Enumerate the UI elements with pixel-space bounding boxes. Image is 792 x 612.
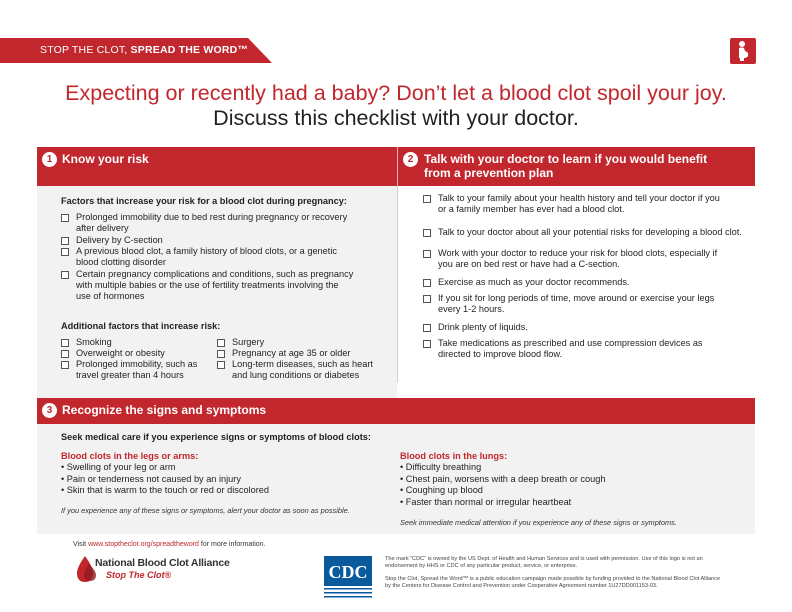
checklist-item [61,359,211,381]
checkbox-icon[interactable] [217,339,225,347]
checklist-item [423,322,753,333]
nbca-name: National Blood Clot Alliance [95,557,230,569]
checklist-item-line: Talk to your family about your health history and tell your doctor if you [438,193,720,203]
checklist-item-text [76,359,197,381]
checklist-item-text [438,293,714,315]
checklist-item-line: Overweight or obesity [76,348,165,358]
checklist-item-line: Long-term diseases, such as heart [232,359,373,369]
checkbox-icon[interactable] [423,295,431,303]
section2-title-line2: from a prevention plan [424,166,554,180]
checkbox-icon[interactable] [61,214,69,222]
checklist-item-line: travel greater than 4 hours [76,370,184,380]
checklist-item-text [76,269,353,302]
checkbox-icon[interactable] [61,350,69,358]
checklist-item [61,269,391,302]
symptom-item: • Chest pain, worsens with a deep breath or cough [400,473,606,484]
checkbox-icon[interactable] [61,271,69,279]
checkbox-icon[interactable] [61,339,69,347]
cdc-wordmark: CDC [328,562,368,582]
headline: Expecting or recently had a baby? Don’t let a blood clot spoil your joy. [65,81,727,105]
section2-number: 2 [403,152,418,167]
checklist-item-line: Work with your doctor to reduce your risk for blood clots, especially if [438,248,718,258]
checkbox-icon[interactable] [423,229,431,237]
symptom-item: • Pain or tenderness not caused by an injury [61,473,241,484]
checklist-item-text [76,212,347,234]
checklist-item-line: Take medications as prescribed and use compression devices as [438,338,703,348]
header-divider [397,147,398,186]
checkbox-icon[interactable] [423,340,431,348]
checklist-item-line: Talk to your doctor about all your potential risks for developing a blood clot. [438,227,742,237]
legs-heading: Blood clots in the legs or arms: [61,451,199,461]
symptom-item: • Difficulty breathing [400,462,482,472]
checklist-item [61,348,211,359]
checklist-item [423,248,753,270]
checklist-item-line: you are on bed rest or have had a C-section. [438,259,620,269]
pregnant-woman-icon [730,38,756,64]
checklist-item-text [76,337,112,348]
checklist-item-text [76,246,337,268]
checklist-item-line: or a family member has ever had a blood clot. [438,204,625,214]
checkbox-icon[interactable] [217,361,225,369]
checklist-item-line: Pregnancy at age 35 or older [232,348,351,358]
checklist-item-text [438,277,629,288]
checklist-item-text [438,227,742,238]
checklist-item [423,338,753,360]
banner-bold: SPREAD THE WORD™ [130,44,249,56]
checklist-item-line: directed to improve blood flow. [438,349,563,359]
website-link[interactable]: www.stoptheclot.org/spreadtheword [88,541,199,548]
symptom-item: • Swelling of your leg or arm [61,462,176,472]
lungs-heading: Blood clots in the lungs: [400,451,508,461]
section3-number: 3 [42,403,57,418]
checklist-item-line: after delivery [76,223,129,233]
funding-notice: Stop the Clot, Spread the Word™ is a public education campaign made possible by funding provided to the National Blood Clot Alliance by the Centers for Disease Control and Prevention under Cooperative Agreement number 1U27DD001153-03. [385,576,721,589]
checklist-item [217,337,392,348]
checklist-item-line: with multiple babies or the use of fertility treatments involving the [76,280,339,290]
section1-number: 1 [42,152,57,167]
section2-title-line1: Talk with your doctor to learn if you would benefit [424,152,708,166]
checklist-item-line: and lung conditions or diabetes [232,370,360,380]
section3-title: Recognize the signs and symptoms [62,403,267,417]
visit-suffix: for more information. [200,541,266,548]
checkbox-icon[interactable] [423,324,431,332]
symptom-item: • Skin that is warm to the touch or red or discolored [61,485,269,495]
legs-note: If you experience any of these signs or symptoms, alert your doctor as soon as possible. [61,506,350,515]
checkbox-icon[interactable] [61,237,69,245]
checkbox-icon[interactable] [423,250,431,258]
lungs-note: Seek immediate medical attention if you experience any of these signs or symptoms. [400,518,677,527]
nbca-logo [73,553,243,587]
checklist-item [423,193,753,215]
symptom-item: • Faster than normal or irregular heartbeat [400,496,572,507]
checklist-item [217,348,392,359]
checkbox-icon[interactable] [423,279,431,287]
checklist-item-text [438,248,717,270]
checklist-item-line: Prolonged immobility, such as [76,359,198,369]
checklist-item [61,337,211,348]
checklist-item [423,227,753,238]
panel-divider [397,186,398,383]
additional-heading: Additional factors that increase risk: [61,321,221,331]
checklist-item-line: every 1-2 hours. [438,304,505,314]
cdc-logo [324,556,372,600]
checklist-item-line: Delivery by C-section [76,235,163,245]
checklist-item [61,235,391,246]
legal-notice: The mark “CDC” is owned by the US Dept. of Health and Human Services and is used with permission. Use of this logo is not an endorsement by HHS or CDC of any particular product, service, or enterprise. [385,556,703,569]
checkbox-icon[interactable] [423,195,431,203]
banner-prefix: STOP THE CLOT, [40,44,128,56]
checklist-item-line: Surgery [232,337,265,347]
section3-header [37,398,755,424]
checkbox-icon[interactable] [61,361,69,369]
campaign-banner [0,38,272,63]
checklist-item-text [232,348,351,359]
checklist-item-text [438,193,720,215]
subheadline: Discuss this checklist with your doctor. [213,106,579,130]
factors-heading: Factors that increase your risk for a blood clot during pregnancy: [61,196,347,206]
checklist-item-text [76,348,165,359]
checklist-item-line: Exercise as much as your doctor recommends. [438,277,630,287]
section2-panel [398,186,755,398]
nbca-tagline: Stop The Clot® [106,570,172,580]
section1-header [37,147,397,186]
checklist-item-line: use of hormones [76,291,145,301]
symptom-item: • Coughing up blood [400,485,483,495]
symptoms-intro: Seek medical care if you experience signs or symptoms of blood clots: [61,432,371,442]
checklist-item [61,246,391,268]
checklist-item-text [438,322,528,333]
section2-header [397,147,755,186]
checklist-item-text [232,359,373,381]
checkbox-icon[interactable] [61,248,69,256]
checklist-item [423,293,753,315]
checklist-item-text [232,337,264,348]
checklist-item-line: A previous blood clot, a family history of blood clots, or a genetic [76,246,337,256]
checklist-item-line: blood clotting disorder [76,257,166,267]
checklist-item-line: Drink plenty of liquids. [438,322,528,332]
checklist-item-line: Prolonged immobility due to bed rest during pregnancy or recovery [76,212,348,222]
checklist-item-line: Smoking [76,337,112,347]
checklist-item-text [76,235,163,246]
checklist-item [217,359,392,381]
banner-text [40,44,248,56]
checklist-item-line: If you sit for long periods of time, move around or exercise your legs [438,293,715,303]
visit-line [73,541,266,548]
checklist-item-text [438,338,703,360]
checklist-item [61,212,391,234]
checklist-item [423,277,753,288]
checklist-item-line: Certain pregnancy complications and conditions, such as pregnancy [76,269,354,279]
visit-prefix: Visit [73,541,87,548]
checkbox-icon[interactable] [217,350,225,358]
section1-title: Know your risk [62,152,149,166]
